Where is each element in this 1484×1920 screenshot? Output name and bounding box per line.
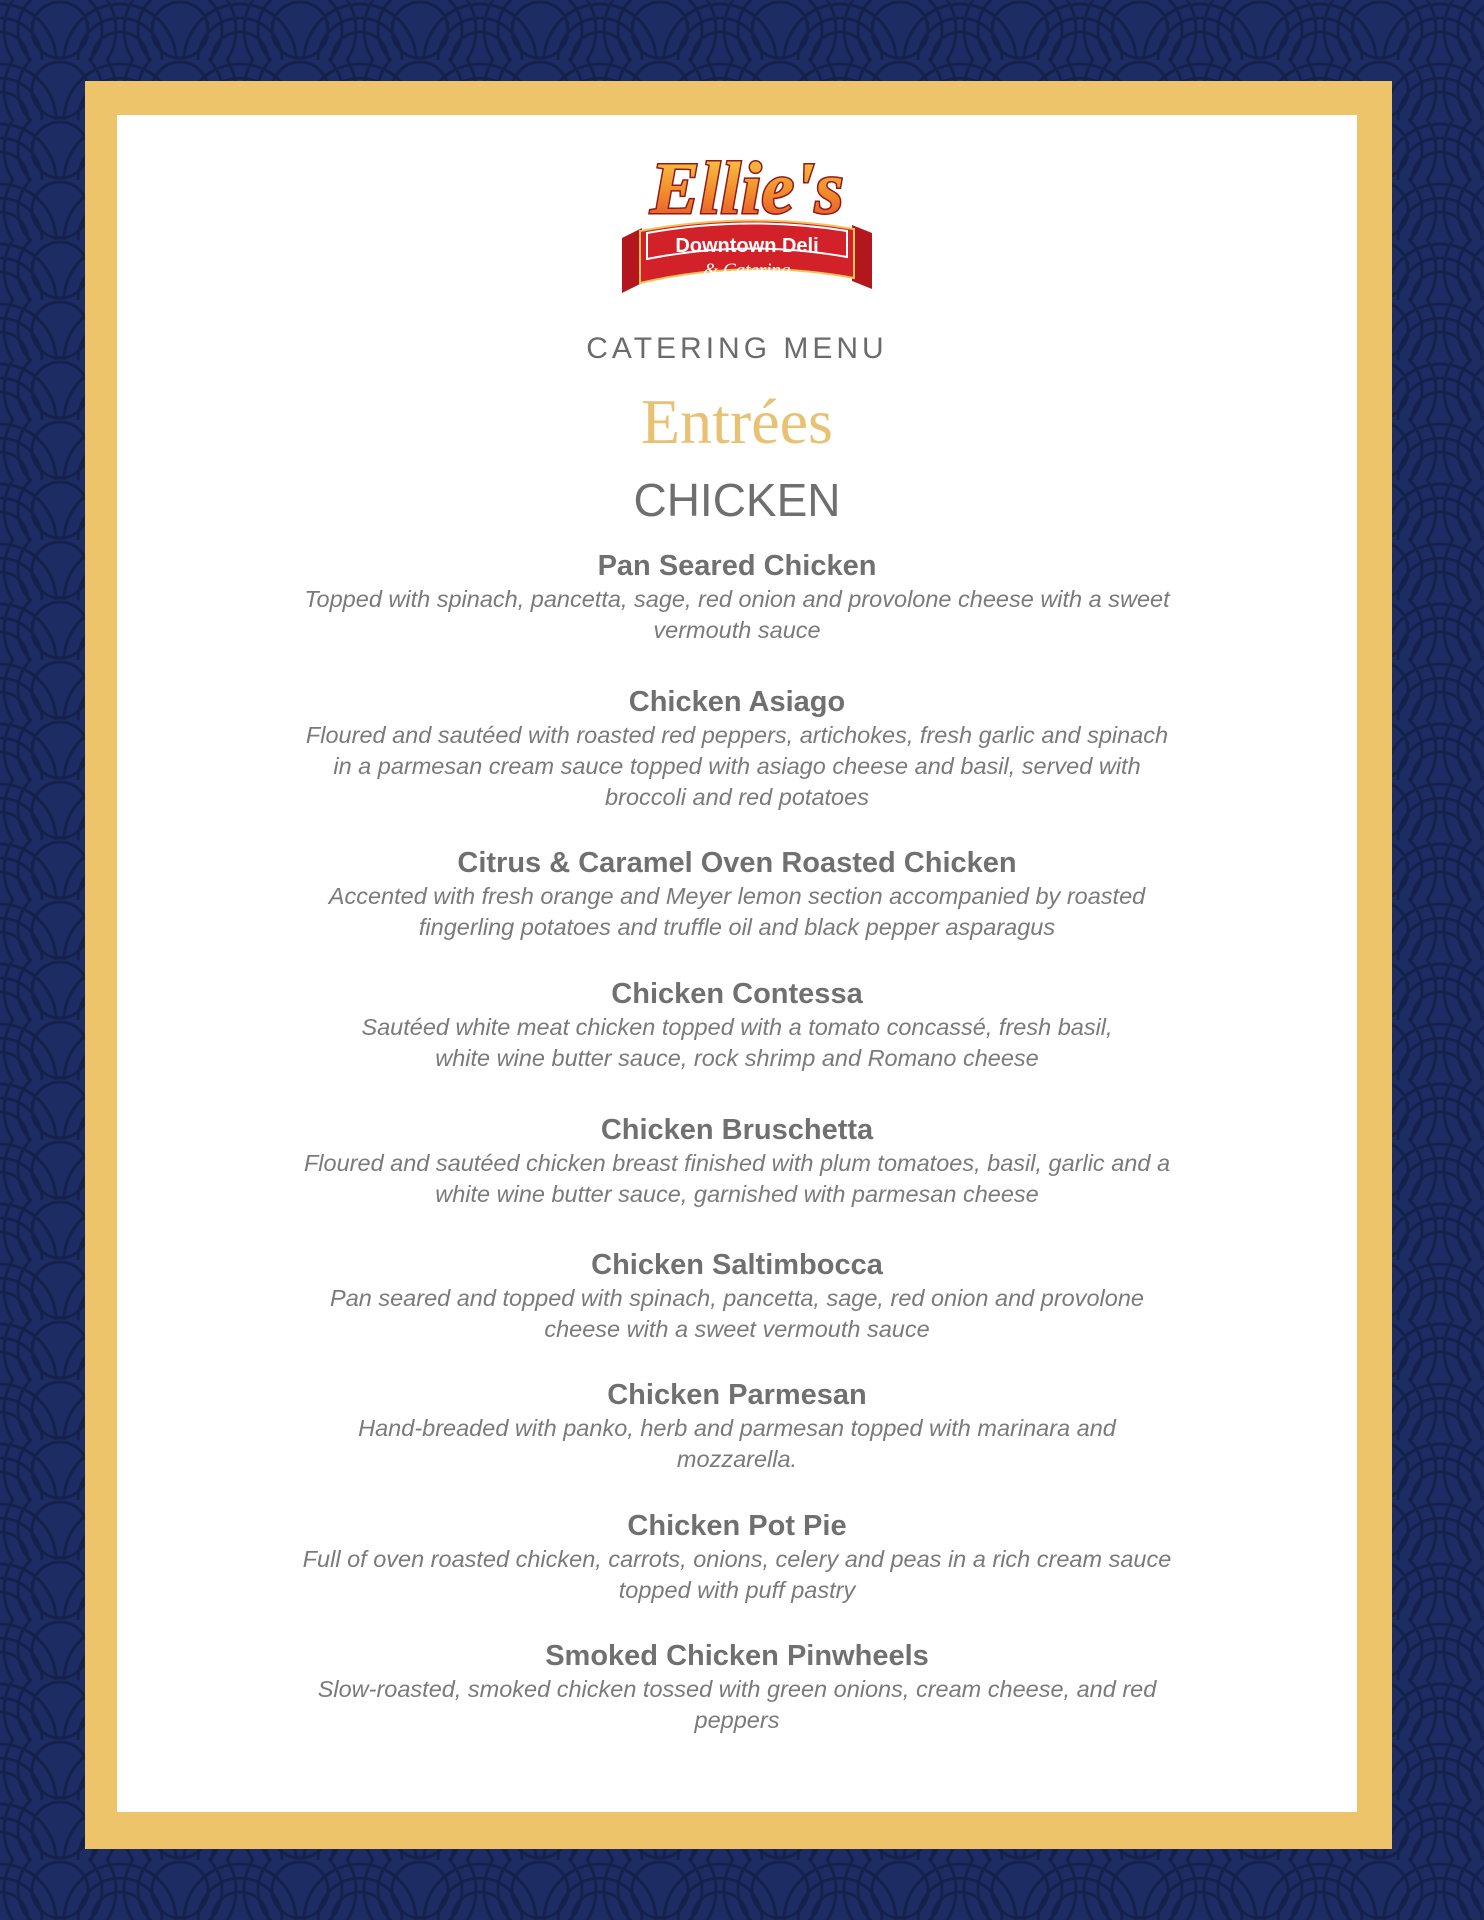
menu-item-description: Topped with spinach, pancetta, sage, red onion and provolone cheese with a sweet vermouth sauce [304,586,1170,643]
menu-item [117,845,1357,943]
menu-item-name: Chicken Pot Pie [627,1510,847,1542]
menu-item-name: Pan Seared Chicken [597,550,877,582]
menu-item-description: Pan seared and topped with spinach, pancetta, sage, red onion and provolone cheese with a sweet vermouth sauce [330,1285,1144,1342]
menu-item-description: Floured and sautéed with roasted red peppers, artichokes, fresh garlic and spinach in a parmesan cream sauce topped with asiago cheese and basil, served with broccoli and red potatoes [305,722,1169,810]
menu-item [117,976,1357,1074]
menu-item-description: Sautéed white meat chicken topped with a tomato concassé, fresh basil, white wine butter sauce, rock shrimp and Romano cheese [361,1014,1113,1071]
menu-item [117,1247,1357,1345]
menu-item-name: Chicken Contessa [611,978,863,1010]
menu-item-name: Smoked Chicken Pinwheels [545,1640,929,1672]
menu-item [117,1112,1357,1210]
menu-item-name: Citrus & Caramel Oven Roasted Chicken [457,847,1017,879]
menu-item-name: Chicken Bruschetta [600,1114,874,1146]
menu-item-description: Floured and sautéed chicken breast finished with plum tomatoes, basil, garlic and a white wine butter sauce, garnished with parmesan cheese [303,1150,1171,1207]
menu-item-name: Chicken Saltimbocca [591,1249,883,1281]
menu-item [117,1508,1357,1606]
menu-item [117,1377,1357,1475]
menu-subtitle: CATERING MENU [586,332,888,365]
logo-brand-word: Ellie's [650,148,844,230]
category-heading: CHICKEN [633,474,841,526]
menu-item-name: Chicken Asiago [628,686,846,718]
logo-banner-line2: & Catering [703,260,791,281]
menu-items-list [117,0,1357,1920]
menu-item [117,684,1357,813]
section-title: Entrées [641,386,833,457]
menu-item [117,1638,1357,1736]
menu-item-description: Slow-roasted, smoked chicken tossed with green onions, cream cheese, and red peppers [317,1676,1157,1733]
menu-item-description: Hand-breaded with panko, herb and parmesan topped with marinara and mozzarella. [358,1415,1116,1472]
menu-item-name: Chicken Parmesan [607,1379,867,1411]
menu-item-description: Full of oven roasted chicken, carrots, onions, celery and peas in a rich cream sauce topped with puff pastry [302,1546,1172,1603]
menu-item-description: Accented with fresh orange and Meyer lemon section accompanied by roasted fingerling potatoes and truffle oil and black pepper asparagus [328,883,1146,940]
logo-banner-line1: Downtown Deli [675,235,819,257]
menu-item [117,548,1357,646]
